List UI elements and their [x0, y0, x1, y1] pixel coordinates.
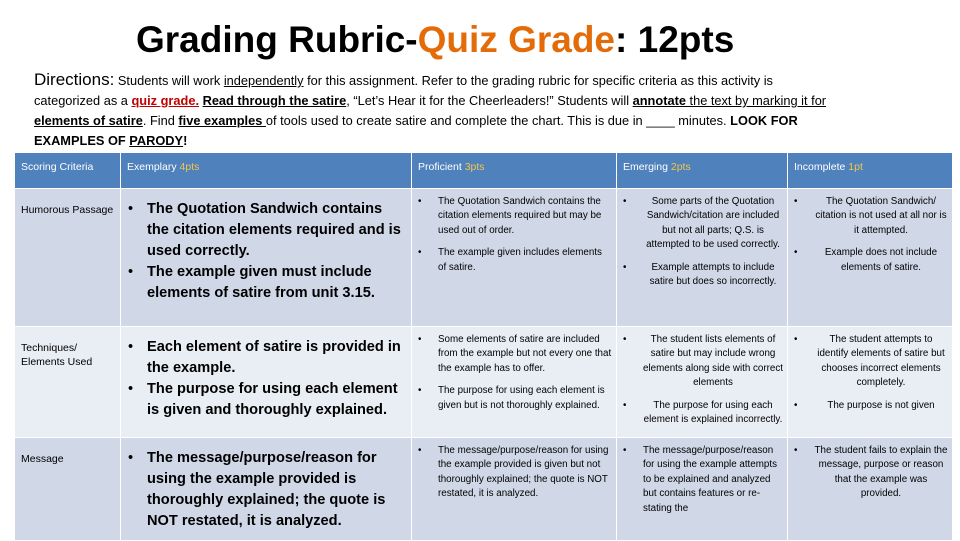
incomplete-cell: [788, 327, 953, 438]
directions-paragraph: [34, 70, 946, 151]
list-item: • The Quotation Sandwich/ citation is not used at all nor is it attempted.: [814, 195, 948, 238]
table-row: [15, 189, 953, 327]
header-points: 1pt: [848, 161, 863, 173]
directions-emphasis: elements of satire: [34, 113, 143, 128]
list-item: • Some parts of the Quotation Sandwich/citation are included but not all parts; Q.S. is attempted to be used correctly.: [643, 195, 783, 253]
header-points: 4pts: [179, 161, 200, 173]
proficient-cell: [412, 189, 617, 327]
directions-text: of tools used to create satire and complete the chart. This is due in ____ minutes.: [265, 113, 731, 128]
header-label: Exemplary: [127, 161, 180, 173]
title-points: : 12pts: [615, 19, 735, 60]
header-label: Proficient: [418, 161, 465, 173]
table-row: [15, 327, 953, 438]
page-title: [136, 16, 734, 64]
directions-text: !: [183, 133, 188, 148]
directions-emphasis: five examples: [178, 113, 266, 128]
list-item: • The purpose for using each element is given and thoroughly explained.: [147, 379, 407, 421]
list-item: • The example given must include elements of satire from unit 3.15.: [147, 262, 407, 304]
header-emerging: [617, 153, 788, 189]
header-incomplete: [788, 153, 953, 189]
title-main: Grading Rubric-: [136, 19, 418, 60]
list-item: • The message/purpose/reason for using the example provided is given but not thoroughly explained; the quote is NOT restated, it is analyzed.: [438, 444, 612, 502]
exemplary-cell: [121, 189, 412, 327]
exemplary-cell: [121, 438, 412, 541]
directions-text: , “Let’s Hear it for the Cheerleaders!” Students will: [346, 93, 633, 108]
directions-emphasis: EXAMPLES OF: [34, 133, 130, 148]
list-item: • The example given includes elements of satire.: [438, 246, 612, 275]
header-row: [15, 153, 953, 189]
list-item: • The message/purpose/reason for using the example provided is thoroughly explained; the quote is NOT restated, it is analyzed.: [147, 448, 407, 532]
directions-text: for this assignment. Refer to the grading rubric for specific criteria as this activity is: [303, 73, 773, 88]
rubric-table: [14, 152, 953, 541]
criteria-cell: Message: [15, 438, 121, 541]
header-scoring-criteria: [15, 153, 121, 189]
list-item: • The purpose is not given: [814, 399, 948, 413]
list-item: • The purpose for using each element is explained incorrectly.: [643, 399, 783, 428]
emerging-cell: [617, 327, 788, 438]
directions-emphasis: Read through the satire: [202, 93, 347, 108]
title-quiz-grade: Quiz Grade: [417, 19, 616, 60]
list-item: • Example does not include elements of satire.: [814, 246, 948, 275]
list-item: • Each element of satire is provided in the example.: [147, 337, 407, 379]
list-item: • The student fails to explain the message, purpose or reason that the example was provided.: [814, 444, 948, 502]
directions-emphasis: the text by marking it for: [689, 93, 827, 108]
directions-quiz-grade: quiz grade.: [131, 93, 200, 108]
list-item: • The Quotation Sandwich contains the citation elements required and is used correctly.: [147, 199, 407, 262]
list-item: • The Quotation Sandwich contains the citation elements required but may be used out of order.: [438, 195, 612, 238]
header-label: Emerging: [623, 161, 671, 173]
table-row: [15, 438, 953, 541]
criteria-cell: Humorous Passage: [15, 189, 121, 327]
list-item: • The message/purpose/reason for using the example attempts to be explained and analyzed but contains features or re-stating the: [643, 444, 783, 516]
header-points: 2pts: [670, 161, 691, 173]
criteria-cell: Techniques/ Elements Used: [15, 327, 121, 438]
directions-text: . Find: [142, 113, 179, 128]
header-label: Incomplete: [794, 161, 849, 173]
list-item: • The purpose for using each element is given but is not thoroughly explained.: [438, 384, 612, 413]
header-points: 3pts: [464, 161, 485, 173]
directions-emphasis: annotate: [632, 93, 690, 108]
header-exemplary: [121, 153, 412, 189]
incomplete-cell: [788, 189, 953, 327]
directions-text: categorized as a: [34, 93, 132, 108]
header-label: Scoring Criteria: [21, 161, 94, 173]
emerging-cell: [617, 438, 788, 541]
proficient-cell: [412, 438, 617, 541]
list-item: • The student attempts to identify elements of satire but chooses incorrect elements completely.: [814, 333, 948, 391]
list-item: • The student lists elements of satire but may include wrong elements along side with correct elements: [643, 333, 783, 391]
list-item: • Some elements of satire are included from the example but not every one that the example has to offer.: [438, 333, 612, 376]
header-proficient: [412, 153, 617, 189]
directions-lead: Directions:: [34, 70, 115, 89]
emerging-cell: [617, 189, 788, 327]
proficient-cell: [412, 327, 617, 438]
incomplete-cell: [788, 438, 953, 541]
directions-text: Students will work: [114, 73, 224, 88]
list-item: • Example attempts to include satire but does so incorrectly.: [643, 261, 783, 290]
directions-emphasis: LOOK FOR: [730, 113, 798, 128]
exemplary-cell: [121, 327, 412, 438]
directions-emphasis: independently: [223, 73, 304, 88]
directions-parody: PARODY: [129, 133, 184, 148]
